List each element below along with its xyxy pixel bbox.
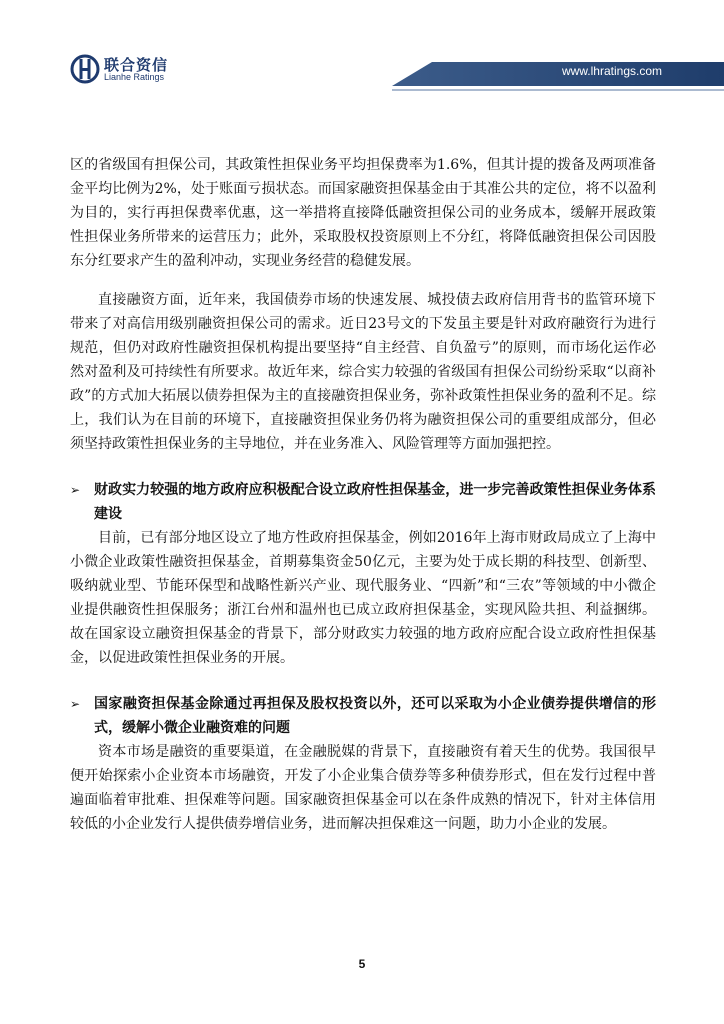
paragraph-1: 区的省级国有担保公司，其政策性担保业务平均担保费率为1.6%，但其计提的拨备及两项准备金平均比例为2%，处于账面亏损状态。而国家融资担保基金由于其准公共的定位，将不以盈利为目的，实行再担保费率优惠，这一举措将直接降低融资担保公司的业务成本，缓解开展政策性担保业务所带来的运营压力；此外，采取股权投资原则上不分红，将降低融资担保公司因股东分红要求产生的盈利冲动，实现业务经营的稳健发展。: [70, 157, 656, 269]
lianhe-logo-icon: [70, 52, 100, 86]
logo-chinese-name: 联合资信: [104, 56, 169, 74]
page-header: [0, 0, 724, 100]
paragraph-3: 目前，已有部分地区设立了地方性政府担保基金，例如2016年上海市财政局成立了上海中小微企业政策性融资担保基金，首期募集资金50亿元，主要为处于成长期的科技型、创新型、吸纳就业型、节能环保型和战略性新兴产业、现代服务业、“四新”和“三农”等领域的中小微企业提供融资性担保服务；浙江台州和温州也已成立政府担保基金，实现风险共担、利益捆绑。故在国家设立融资担保基金的背景下，部分财政实力较强的地方政府应配合设立政府性担保基金，以促进政策性担保业务的开展。: [70, 530, 656, 666]
header-band: [392, 52, 724, 94]
section-heading-1: [70, 478, 656, 526]
section-heading-1-text: 财政实力较强的地方政府应积极配合设立政府性担保基金，进一步完善政策性担保业务体系建设: [94, 482, 656, 522]
arrow-bullet-icon: ➢: [70, 697, 81, 711]
paragraph-4: 资本市场是融资的重要渠道，在金融脱媒的背景下，直接融资有着天生的优势。我国很早便开始探索小企业资本市场融资，开发了小企业集合债券等多种债券形式，但在发行过程中普遍面临着审批难、担保难等问题。国家融资担保基金可以在条件成熟的情况下，针对主体信用较低的小企业发行人提供债券增信业务，进而解决担保难这一问题，助力小企业的发展。: [70, 744, 656, 832]
arrow-bullet-icon: ➢: [70, 483, 81, 497]
logo-english-name: Lianhe Ratings: [104, 72, 165, 82]
document-body: [70, 153, 656, 836]
lianhe-logo: [70, 52, 180, 86]
section-heading-2-text: 国家融资担保基金除通过再担保及股权投资以外，还可以采取为小企业债券提供增信的形式，缓解小微企业融资难的问题: [94, 696, 656, 736]
page-number: 5: [358, 957, 366, 971]
paragraph-2: 直接融资方面，近年来，我国债券市场的快速发展、城投债去政府信用背书的监管环境下带来了对高信用级别融资担保公司的需求。近日23号文的下发虽主要是针对政府融资行为进行规范，但仍对政府性融资担保机构提出要坚持“自主经营、自负盈亏”的原则，而市场化运作必然对盈利及可持续性有所要求。故近年来，综合实力较强的省级国有担保公司纷纷采取“以商补政”的方式加大拓展以债券担保为主的直接融资担保业务，弥补政策性担保业务的盈利不足。综上，我们认为在目前的环境下，直接融资担保业务仍将为融资担保公司的重要组成部分，但必须坚持政策性担保业务的主导地位，并在业务准入、风险管理等方面加强把控。: [70, 292, 656, 452]
website-url: www.lhratings.com: [561, 64, 662, 78]
section-heading-2: [70, 692, 656, 740]
